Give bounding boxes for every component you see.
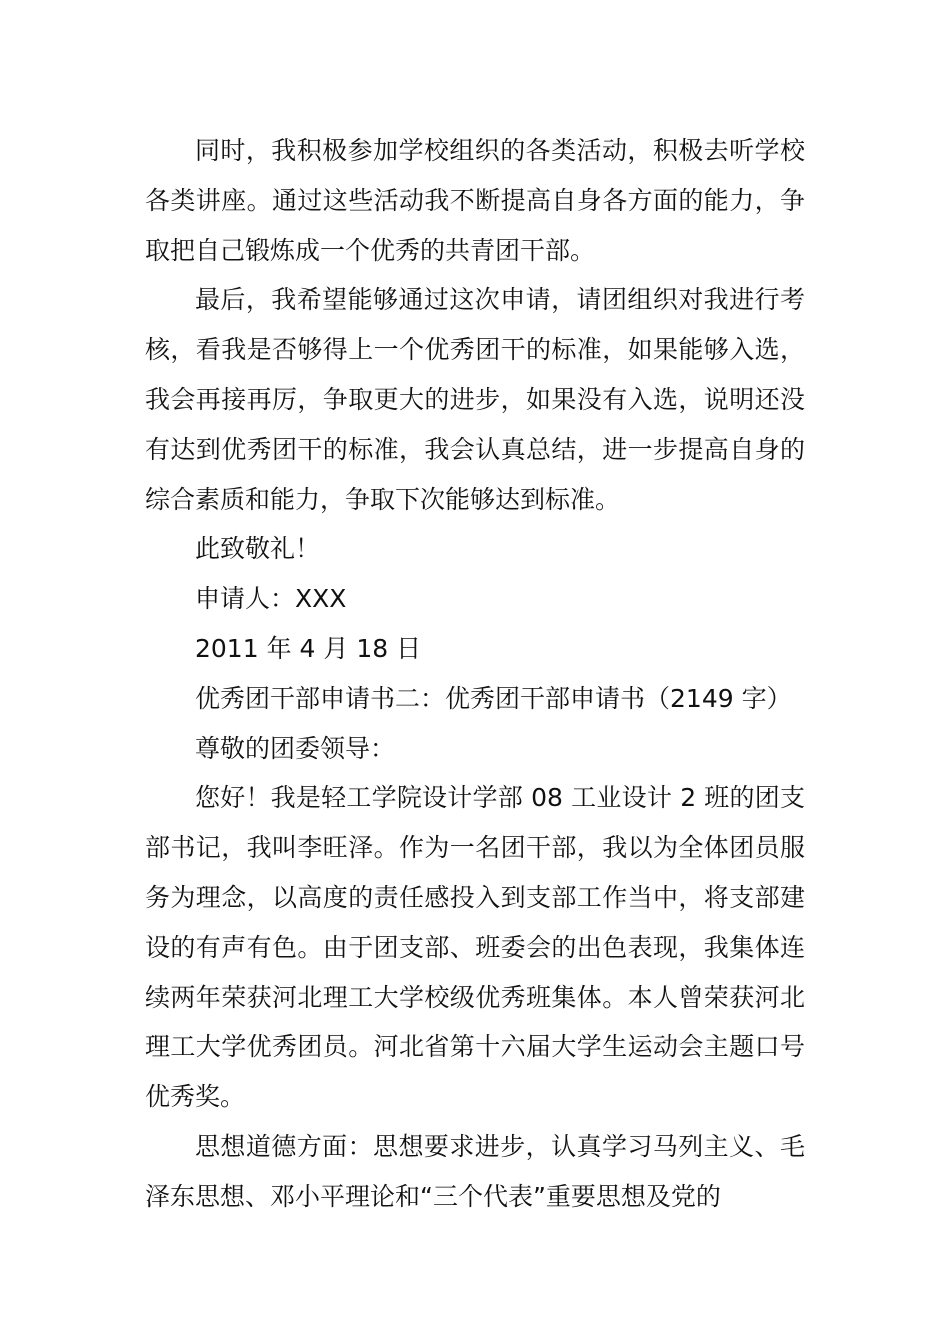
closing-salutation: 此致敬礼！	[195, 534, 321, 564]
paragraph-introduction: 您好！我是轻工学院设计学部 08 工业设计 2 班的团支部书记，我叫李旺泽。作为一名团干部，我以为全体团员服务为理念，以高度的责任感投入到支部工作当中，将支部建设的有声有色。由于团支部、班委会的出色表现，我集体连续两年荣获河北理工大学校级优秀班集体。本人曾荣获河北理工大学优秀团员。河北省第十六届大学生运动会主题口号优秀奖。	[145, 783, 805, 1112]
paragraph-conclusion: 最后，我希望能够通过这次申请，请团组织对我进行考核，看我是否够得上一个优秀团干的标准，如果能够入选，我会再接再厉，争取更大的进步，如果没有入选，说明还没有达到优秀团干的标准，我会认真总结，进一步提高自身的综合素质和能力，争取下次能够达到标准。	[145, 285, 805, 514]
paragraph-activities: 同时，我积极参加学校组织的各类活动，积极去听学校各类讲座。通过这些活动我不断提高自身各方面的能力，争取把自己锻炼成一个优秀的共青团干部。	[145, 136, 805, 265]
applicant-line: 申请人：XXX	[195, 584, 347, 614]
paragraph-ideology: 思想道德方面：思想要求进步，认真学习马列主义、毛泽东思想、邓小平理论和“三个代表”重要思想及党的	[145, 1131, 805, 1211]
date-line: 2011 年 4 月 18 日	[195, 633, 422, 663]
greeting-line: 尊敬的团委领导：	[195, 733, 396, 763]
section-title: 优秀团干部申请书二：优秀团干部申请书（2149 字）	[195, 683, 792, 713]
document-body	[145, 126, 805, 1222]
